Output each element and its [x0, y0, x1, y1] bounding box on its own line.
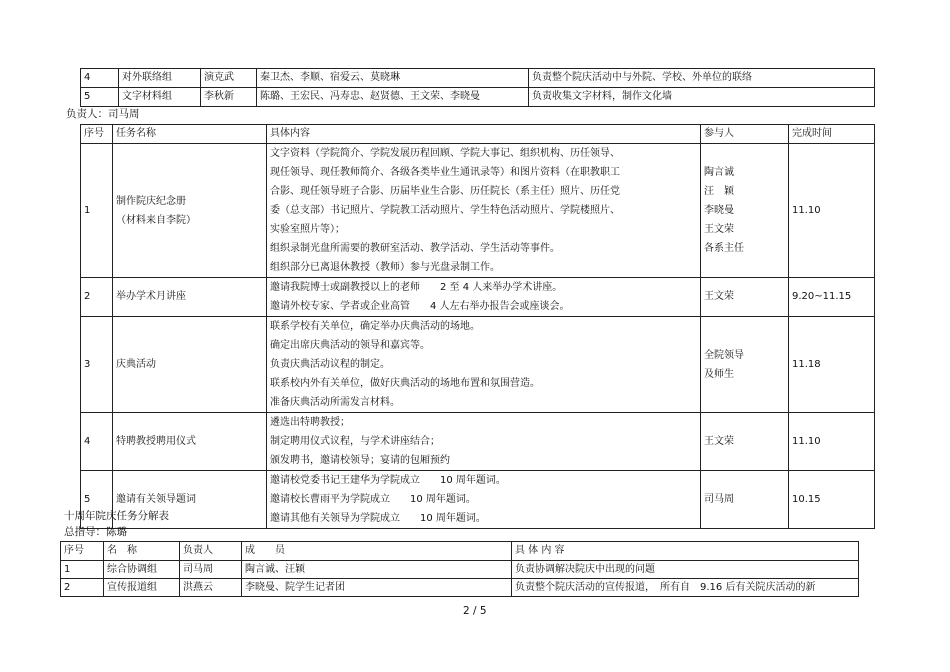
group-duty: 负责收集文字材料，制作文化墙: [529, 88, 875, 107]
table-row: [81, 471, 875, 529]
content-line: 邀请校党委书记王建华为学院成立 10 周年题词。: [270, 475, 506, 486]
content-line: 遴选出特聘教授；: [270, 417, 350, 428]
participants: [701, 144, 789, 278]
task-name: 举办学术月讲座: [113, 278, 267, 317]
participants: 司马周: [701, 471, 789, 529]
content-line: 邀请校长曹雨平为学院成立 10 周年题词。: [270, 494, 476, 505]
content-line: 邀请我院博士或副教授以上的老师 2 至 4 人来举办学术讲座。: [270, 282, 563, 293]
group-leader: 洪燕云: [180, 579, 242, 597]
column-header: 名 称: [104, 542, 180, 561]
row-number: 4: [81, 413, 113, 471]
task-name-line: 制作院庆纪念册: [116, 195, 186, 207]
group-name: 对外联络组: [119, 69, 201, 88]
content-line: 制定聘用仪式议程，与学术讲座结合；: [270, 436, 440, 447]
participant: 及师生: [704, 368, 734, 380]
completion-date: 11.18: [789, 317, 875, 413]
group-leader: 李秋新: [201, 88, 257, 107]
task-content: [267, 317, 701, 413]
column-header: 具体内容: [267, 125, 701, 144]
group-leader: 司马周: [180, 561, 242, 579]
column-header: 完成时间: [789, 125, 875, 144]
participants: 王文荣: [701, 413, 789, 471]
content-line: 组织录制光盘所需要的教研室活动、教学活动、学生活动等事件。: [270, 243, 560, 254]
breakdown-table: [60, 541, 859, 597]
director-label: 总指导：陈璐: [64, 526, 127, 538]
responsible-label: 负责人：司马周: [66, 108, 140, 120]
column-header: 成 员: [242, 542, 512, 561]
content-line: 联系校内外有关单位，做好庆典活动的场地布置和氛围营造。: [270, 378, 540, 389]
completion-date: 11.10: [789, 413, 875, 471]
row-number: 1: [61, 561, 104, 579]
group-duty: 负责整个院庆活动中与外院、学校、外单位的联络: [529, 69, 875, 88]
task-content: [267, 413, 701, 471]
task-name: 特聘教授聘用仪式: [113, 413, 267, 471]
group-duty: 负责协调解决院庆中出现的问题: [512, 561, 859, 579]
content-line: 文字资料（学院简介、学院发展历程回顾、学院大事记、组织机构、历任领导、: [270, 148, 620, 159]
table-header-row: [81, 125, 875, 144]
column-header: 具 体 内 容: [512, 542, 859, 561]
group-leader: 演克武: [201, 69, 257, 88]
table-row: [81, 88, 875, 107]
group-name: 宣传报道组: [104, 579, 180, 597]
content-line: 合影、现任领导班子合影、历届毕业生合影、历任院长（系主任）照片、历任党: [270, 186, 620, 197]
group-duty: 负责整个院庆活动的宣传报道， 所有自 9.16 后有关院庆活动的新: [512, 579, 859, 597]
table-row: [61, 561, 859, 579]
column-header: 任务名称: [113, 125, 267, 144]
participants: [701, 317, 789, 413]
column-header: 序号: [61, 542, 104, 561]
table-row: [81, 144, 875, 278]
participant: 各系主任: [704, 243, 744, 254]
task-name: 邀请有关领导题词: [113, 471, 267, 529]
task-content: [267, 144, 701, 278]
top-group-table: [80, 68, 875, 107]
content-line: 颁发聘书，邀请校领导；宴请的包厢预约: [270, 455, 450, 466]
task-table: [80, 124, 875, 529]
task-content: [267, 278, 701, 317]
task-name: [113, 144, 267, 278]
row-number: 2: [61, 579, 104, 597]
group-name: 文字材料组: [119, 88, 201, 107]
completion-date: 10.15: [789, 471, 875, 529]
participant: 王文荣: [704, 224, 734, 235]
content-line: 准备庆典活动所需发言材料。: [270, 397, 400, 408]
group-members: 陈璐、王宏民、冯寿忠、赵贤德、王文荣、李晓曼: [257, 88, 529, 107]
task-name: 庆典活动: [113, 317, 267, 413]
completion-date: 9.20~11.15: [789, 278, 875, 317]
page-indicator: 2 / 5: [463, 605, 487, 617]
table-row: [61, 579, 859, 597]
table-row: [81, 69, 875, 88]
content-line: 实验室照片等）；: [270, 224, 345, 235]
row-number: 5: [81, 471, 113, 529]
participant: 陶言诚: [704, 167, 734, 178]
row-number: 3: [81, 317, 113, 413]
participants: 王文荣: [701, 278, 789, 317]
breakdown-title: 十周年院庆任务分解表: [64, 510, 169, 522]
group-members: 李晓曼、院学生记者团: [242, 579, 512, 597]
content-line: 委（总支部）书记照片、学院教工活动照片、学生特色活动照片、学院楼照片、: [270, 205, 620, 216]
group-members: 秦卫杰、李顺、宿爱云、莫晓琳: [257, 69, 529, 88]
participant: 汪 颖: [704, 186, 734, 197]
content-line: 负责庆典活动议程的制定。: [270, 359, 390, 370]
content-line: 邀请外校专家、学者或企业高管 4 人左右举办报告会或座谈会。: [270, 301, 570, 312]
completion-date: 11.10: [789, 144, 875, 278]
participant: 全院领导: [704, 349, 744, 361]
group-name: 综合协调组: [104, 561, 180, 579]
content-line: 邀请其他有关领导为学院成立 10 周年题词。: [270, 513, 486, 524]
column-header: 参与人: [701, 125, 789, 144]
table-row: [81, 278, 875, 317]
column-header: 序号: [81, 125, 113, 144]
row-number: 5: [81, 88, 119, 107]
task-name-line: （材料来自李院）: [116, 214, 196, 226]
content-line: 组织部分已离退休教授（教师）参与光盘录制工作。: [270, 262, 500, 273]
row-number: 1: [81, 144, 113, 278]
column-header: 负责人: [180, 542, 242, 561]
task-content: [267, 471, 701, 529]
group-members: 陶言诚、汪颖: [242, 561, 512, 579]
row-number: 2: [81, 278, 113, 317]
row-number: 4: [81, 69, 119, 88]
content-line: 确定出席庆典活动的领导和嘉宾等。: [270, 340, 430, 351]
content-line: 现任领导、现任教师简介、各级各类毕业生通讯录等）和图片资料（在职教职工: [270, 167, 620, 178]
table-header-row: [61, 542, 859, 561]
participant: 李晓曼: [704, 205, 734, 216]
table-row: [81, 413, 875, 471]
content-line: 联系学校有关单位，确定举办庆典活动的场地。: [270, 321, 480, 332]
table-row: [81, 317, 875, 413]
